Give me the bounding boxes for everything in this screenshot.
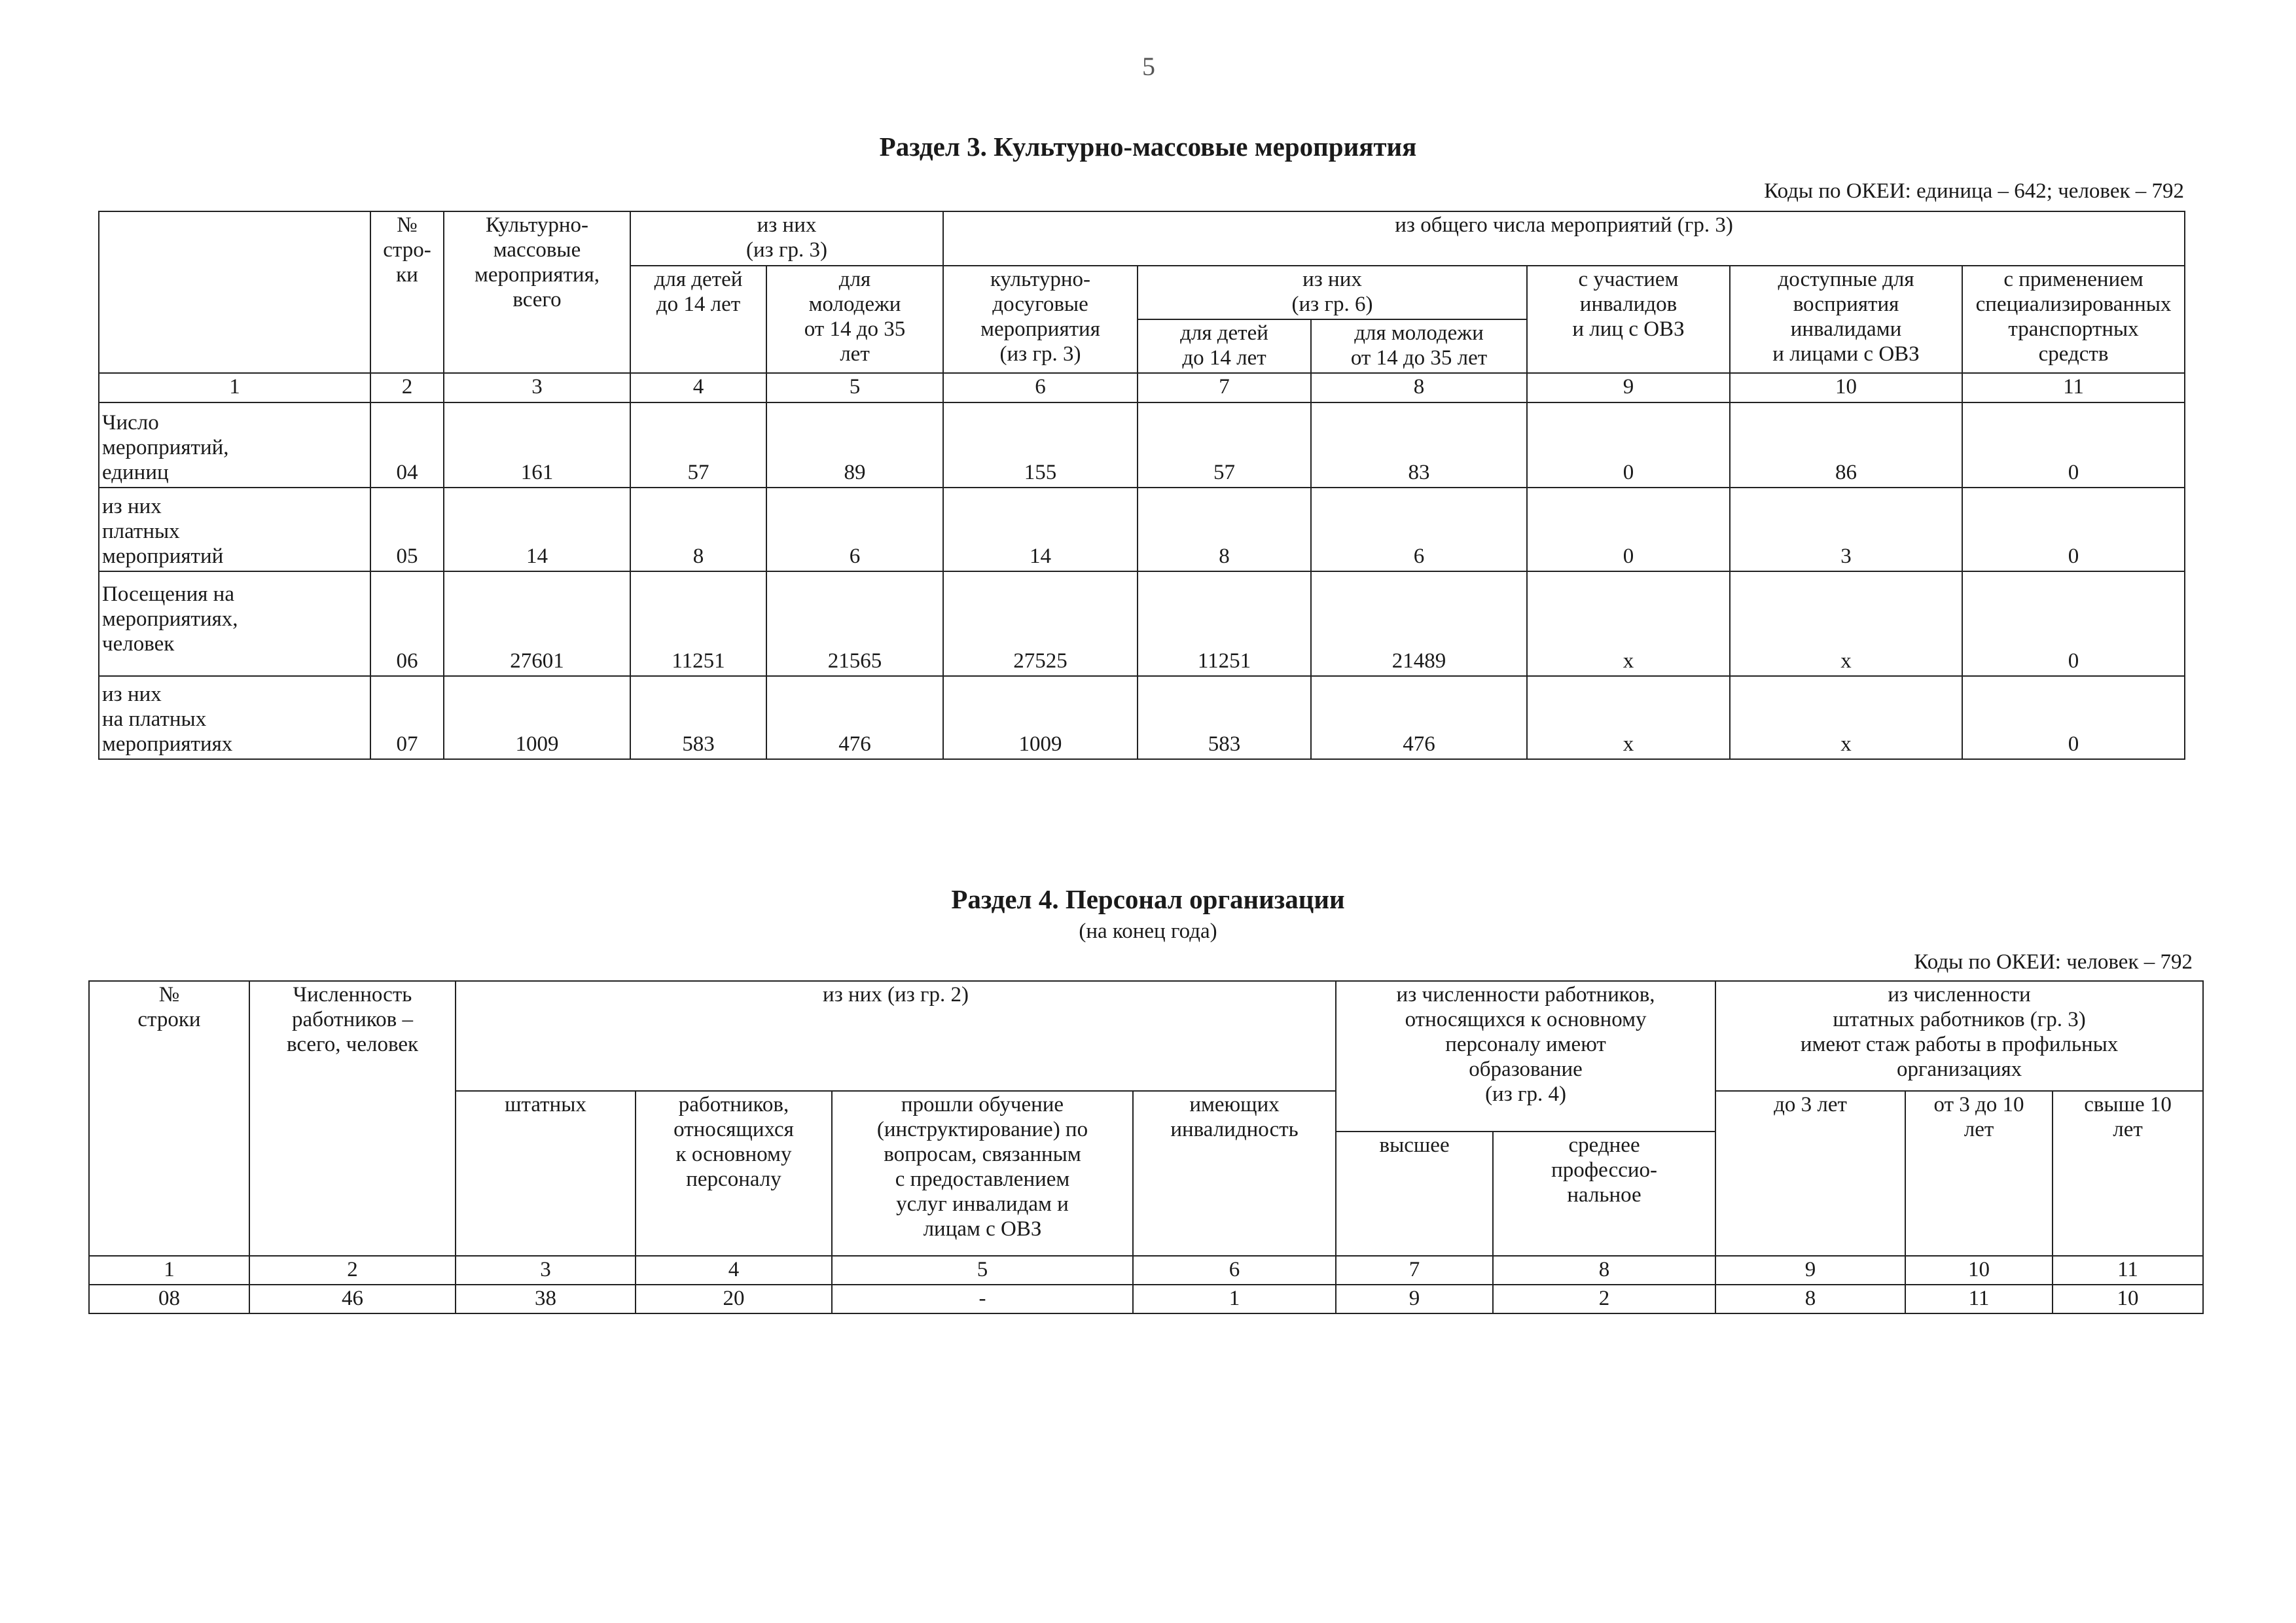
section3-header-of-total-gr3: из общего числа мероприятий (гр. 3) (943, 211, 2185, 266)
section3-col-number: 1 (99, 373, 370, 402)
row-label: из них платных мероприятий (99, 488, 370, 571)
cell-value: 155 (943, 402, 1138, 488)
cell-value: 21565 (766, 571, 943, 676)
section4-col-number: 2 (249, 1256, 456, 1285)
cell-value: 86 (1730, 402, 1962, 488)
cell-value: 0 (1962, 402, 2185, 488)
section3-col-number: 9 (1527, 373, 1730, 402)
cell-value: х (1527, 571, 1730, 676)
cell-value: - (832, 1285, 1133, 1313)
section4-col-number: 6 (1133, 1256, 1336, 1285)
section4-col-number: 9 (1715, 1256, 1905, 1285)
section4-col-number: 10 (1905, 1256, 2053, 1285)
section4-subtitle: (на конец года) (1079, 919, 1217, 943)
cell-value: 0 (1962, 571, 2185, 676)
section4-header-exp-3-10: от 3 до 10 лет (1905, 1091, 2053, 1256)
cell-value: 3 (1730, 488, 1962, 571)
cell-value: 38 (456, 1285, 636, 1313)
row-label: Посещения на мероприятиях, человек (99, 571, 370, 676)
cell-value: 11 (1905, 1285, 2053, 1313)
cell-value: х (1730, 571, 1962, 676)
row-label: из них на платных мероприятиях (99, 676, 370, 759)
cell-value: 2 (1493, 1285, 1715, 1313)
section3-col-number: 6 (943, 373, 1138, 402)
cell-value: 57 (1138, 402, 1311, 488)
section3-col-number: 5 (766, 373, 943, 402)
section3-header-row-no: № стро- ки (370, 211, 444, 373)
cell-value: 8 (1138, 488, 1311, 571)
cell-value: 1009 (444, 676, 630, 759)
cell-value: 57 (630, 402, 766, 488)
section4-header-education: из численности работников, относящихся к основному персоналу имеют образование (из гр. 4) (1336, 981, 1715, 1132)
cell-value: 583 (1138, 676, 1311, 759)
row-code: 07 (370, 676, 444, 759)
cell-value: 27525 (943, 571, 1138, 676)
section3-header-youth-14-35-b: для молодежи от 14 до 35 лет (1311, 319, 1527, 373)
section4-header-disabled: имеющих инвалидность (1133, 1091, 1336, 1256)
cell-value: 476 (766, 676, 943, 759)
section3-col-number: 3 (444, 373, 630, 402)
cell-value: 476 (1311, 676, 1527, 759)
section3-header-transport: с применением специализированных транспортных средств (1962, 266, 2185, 373)
section4-col-number: 8 (1493, 1256, 1715, 1285)
section4-title: Раздел 4. Персонал организации (951, 884, 1345, 914)
cell-value: 1009 (943, 676, 1138, 759)
section4-table (88, 980, 2204, 1314)
cell-value: 6 (766, 488, 943, 571)
section3-header-of-them-gr3: из них (из гр. 3) (630, 211, 943, 266)
cell-value: 27601 (444, 571, 630, 676)
section4-column-numbers-row (89, 1256, 2203, 1285)
table-row (89, 1285, 2203, 1313)
table-row (99, 571, 2185, 676)
section4-header-secondary-prof: среднее профессио- нальное (1493, 1132, 1715, 1256)
row-code: 08 (89, 1285, 249, 1313)
section4-header-row-no: № строки (89, 981, 249, 1256)
cell-value: 0 (1962, 676, 2185, 759)
cell-value: 21489 (1311, 571, 1527, 676)
row-code: 06 (370, 571, 444, 676)
section4-header-higher: высшее (1336, 1132, 1493, 1256)
cell-value: 1 (1133, 1285, 1336, 1313)
section3-header-events-total: Культурно- массовые мероприятия, всего (444, 211, 630, 373)
section4-header-row-1 (89, 981, 2203, 1091)
cell-value: 83 (1311, 402, 1527, 488)
section4-okei-codes: Коды по ОКЕИ: человек – 792 (1914, 950, 2193, 974)
cell-value: 0 (1962, 488, 2185, 571)
section3-header-of-them-gr6: из них (из гр. 6) (1138, 266, 1527, 319)
section3-col-number: 8 (1311, 373, 1527, 402)
cell-value: 89 (766, 402, 943, 488)
section4-header-trained: прошли обучение (инструктирование) по вопросам, связанным с предоставлением услуг инвалидам и лицам с ОВЗ (832, 1091, 1133, 1256)
cell-value: 11251 (1138, 571, 1311, 676)
cell-value: х (1730, 676, 1962, 759)
section3-column-numbers-row (99, 373, 2185, 402)
section4-header-exp-under3: до 3 лет (1715, 1091, 1905, 1256)
section4-header-exp-over10: свыше 10 лет (2053, 1091, 2203, 1256)
section3-title: Раздел 3. Культурно-массовые мероприятия (879, 132, 1417, 162)
row-code: 04 (370, 402, 444, 488)
section3-col-number: 11 (1962, 373, 2185, 402)
row-code: 05 (370, 488, 444, 571)
section3-okei-codes: Коды по ОКЕИ: единица – 642; человек – 792 (1764, 179, 2184, 203)
page-number: 5 (1142, 52, 1155, 81)
cell-value: 11251 (630, 571, 766, 676)
row-label: Число мероприятий, единиц (99, 402, 370, 488)
section3-col-number: 4 (630, 373, 766, 402)
section4-col-number: 11 (2053, 1256, 2203, 1285)
cell-value: 14 (444, 488, 630, 571)
section4-header-experience: из численности штатных работников (гр. 3) имеют стаж работы в профильных организациях (1715, 981, 2203, 1091)
cell-value: 8 (1715, 1285, 1905, 1313)
section4-header-staff: штатных (456, 1091, 636, 1256)
section3-header-youth-14-35: для молодежи от 14 до 35 лет (766, 266, 943, 373)
section4-header-headcount: Численность работников – всего, человек (249, 981, 456, 1256)
section4-col-number: 1 (89, 1256, 249, 1285)
section3-header-kids-14: для детей до 14 лет (630, 266, 766, 373)
section3-col-number: 7 (1138, 373, 1311, 402)
cell-value: 6 (1311, 488, 1527, 571)
section3-header-accessible: доступные для восприятия инвалидами и лицами с ОВЗ (1730, 266, 1962, 373)
cell-value: х (1527, 676, 1730, 759)
cell-value: 9 (1336, 1285, 1493, 1313)
cell-value: 8 (630, 488, 766, 571)
cell-value: 46 (249, 1285, 456, 1313)
section4-header-core-staff: работников, относящихся к основному персоналу (636, 1091, 832, 1256)
section4-header-of-them-gr2: из них (из гр. 2) (456, 981, 1336, 1091)
cell-value: 20 (636, 1285, 832, 1313)
cell-value: 0 (1527, 488, 1730, 571)
table-row (99, 676, 2185, 759)
cell-value: 10 (2053, 1285, 2203, 1313)
cell-value: 14 (943, 488, 1138, 571)
section4-col-number: 3 (456, 1256, 636, 1285)
section3-header-cultural-leisure: культурно- досуговые мероприятия (из гр. 3) (943, 266, 1138, 373)
cell-value: 161 (444, 402, 630, 488)
section3-table (98, 211, 2185, 760)
section3-header-blank (99, 211, 370, 373)
section4-col-number: 5 (832, 1256, 1133, 1285)
cell-value: 583 (630, 676, 766, 759)
section3-header-kids-14-b: для детей до 14 лет (1138, 319, 1311, 373)
cell-value: 0 (1527, 402, 1730, 488)
section3-col-number: 2 (370, 373, 444, 402)
table-row (99, 488, 2185, 571)
section3-header-row-1 (99, 211, 2185, 266)
table-row (99, 402, 2185, 488)
section4-col-number: 7 (1336, 1256, 1493, 1285)
section3-header-with-disabled: с участием инвалидов и лиц с ОВЗ (1527, 266, 1730, 373)
section4-col-number: 4 (636, 1256, 832, 1285)
section3-col-number: 10 (1730, 373, 1962, 402)
